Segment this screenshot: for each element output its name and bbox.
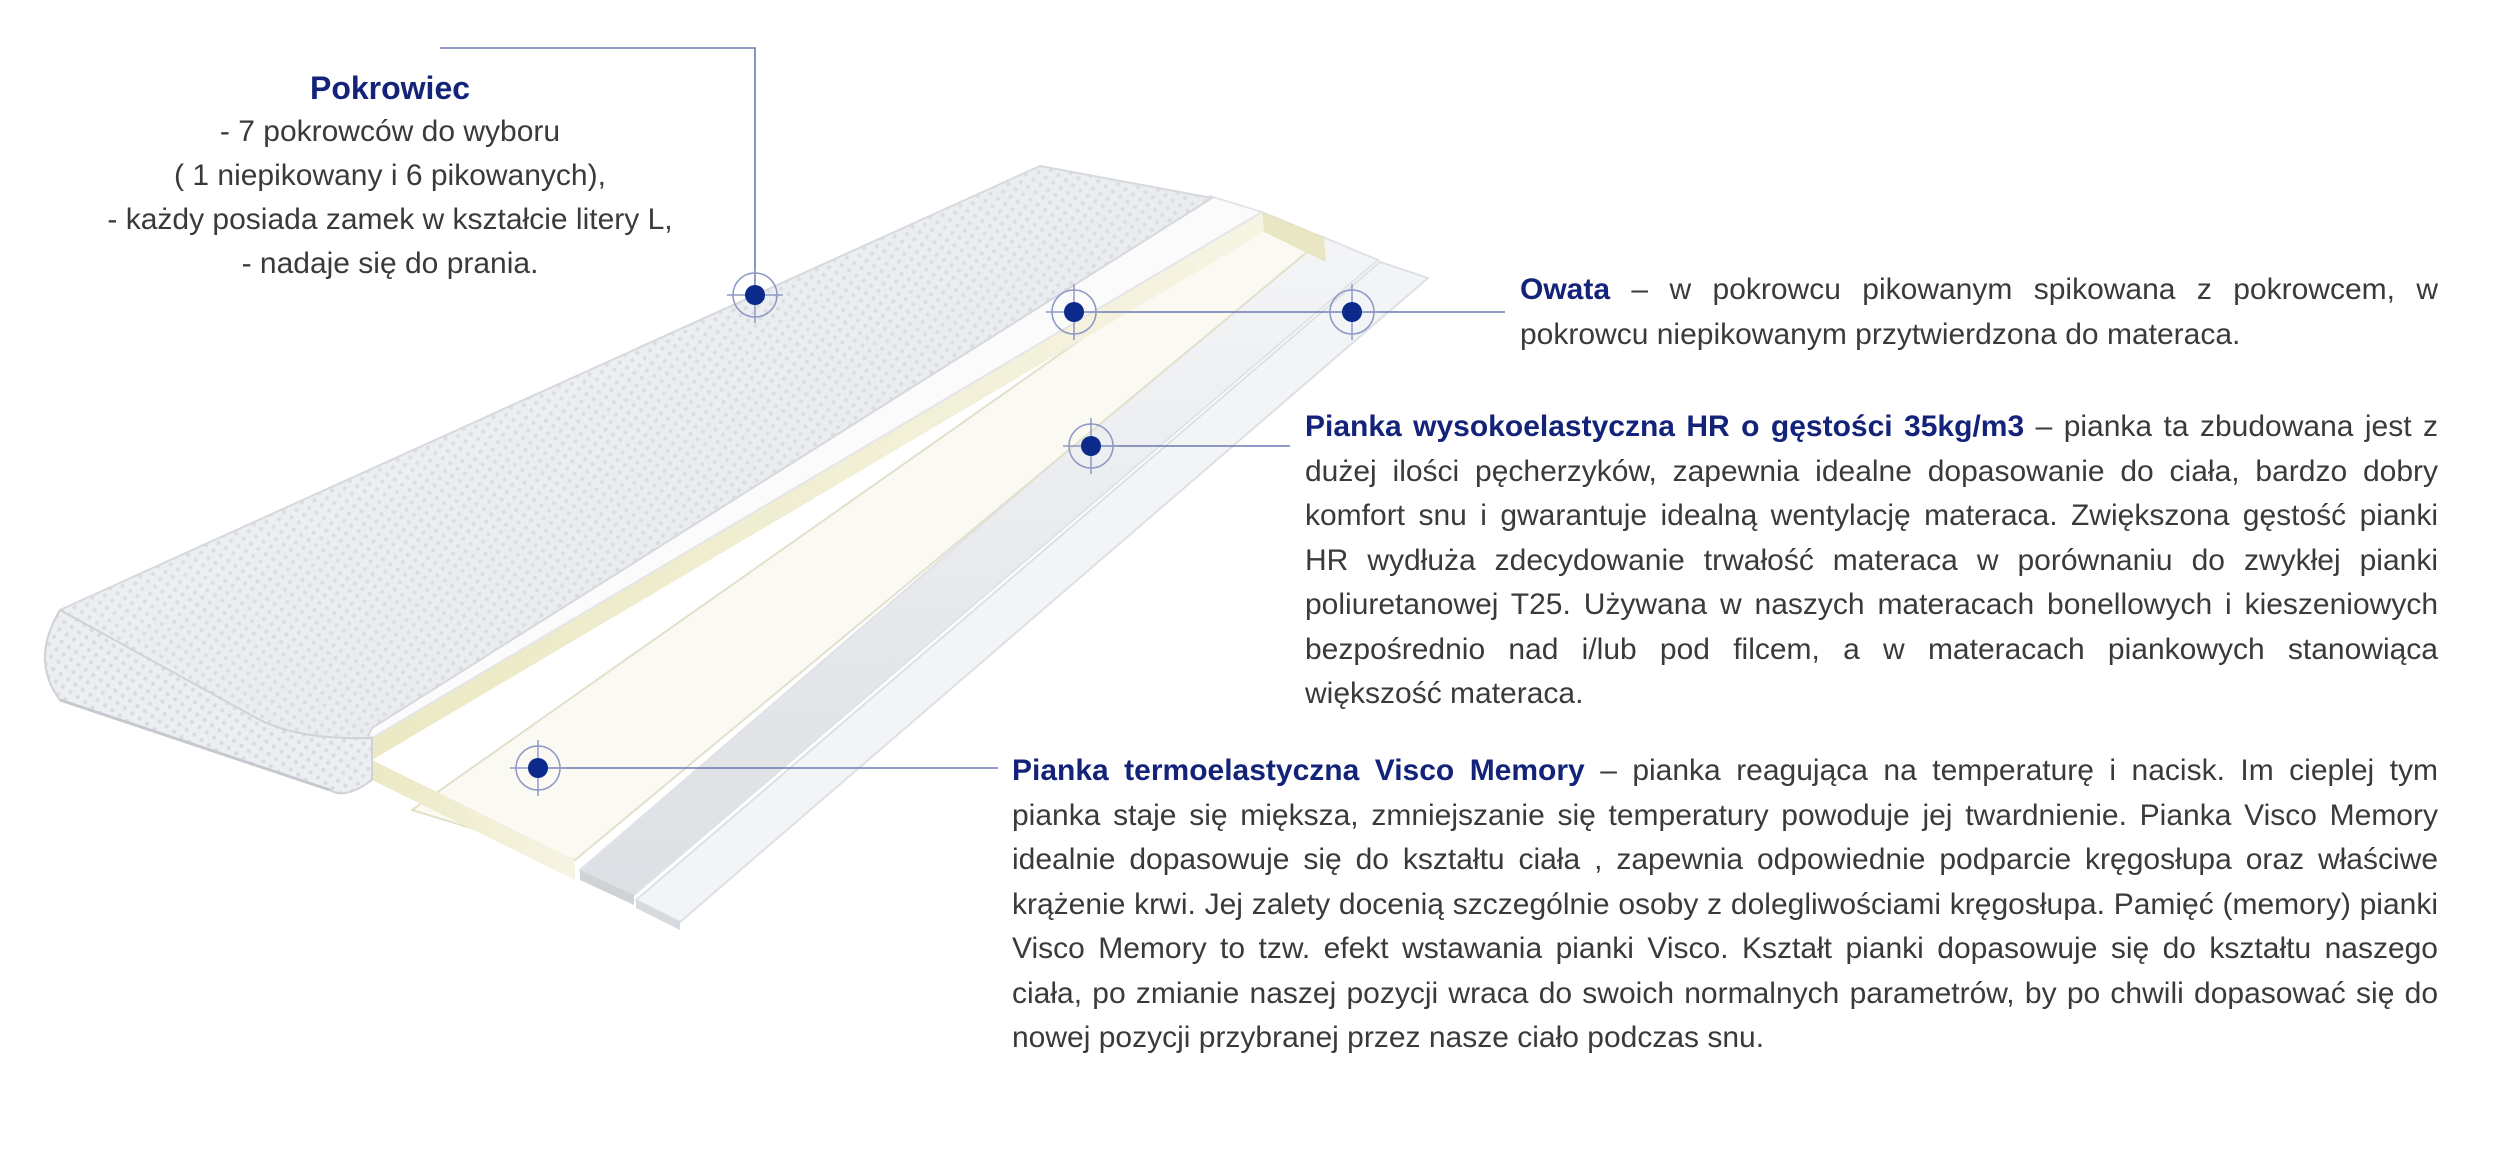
hr-foam-text: – pianka ta zbudowana jest z dużej ilości pęcherzyków, zapewnia idealne dopasowanie do ciała, bardzo dobry komfort snu i gwarantuje idealną wentylację materaca. Zwiększona gęstość pianki HR wydłuża zdecydowanie trwałość materaca w porównaniu do zwykłej pianki poliuretanowej T25. Używana w naszych materacach bonellowych i kieszeniowych bezpośrednio nad i/lub pod filcem, a w materacach piankowych stanowiąca większość materaca. xyxy=(1305,410,2438,710)
owata-title: Owata xyxy=(1520,273,1611,306)
visco-foam-title: Pianka termoelastyczna Visco Memory xyxy=(1012,754,1585,787)
hr-foam-title: Pianka wysokoelastyczna HR o gęstości 35kg/m3 xyxy=(1305,410,2025,443)
pokrowiec-description xyxy=(40,66,740,286)
pokrowiec-line: - każdy posiada zamek w kształcie litery L, xyxy=(107,203,673,236)
pokrowiec-line: - 7 pokrowców do wyboru xyxy=(219,115,561,148)
hr-foam-description xyxy=(1305,405,2438,717)
owata-text: – w pokrowcu pikowanym spikowana z pokrowcem, w pokrowcu niepikowanym przytwierdzona do materaca. xyxy=(1520,273,2438,351)
pokrowiec-line: ( 1 niepikowany i 6 pikowanych), xyxy=(174,159,606,192)
pokrowiec-title: Pokrowiec xyxy=(309,70,471,106)
visco-foam-text: – pianka reagująca na temperaturę i nacisk. Im cieplej tym pianka staje się miększa, zmniejszanie się temperatury powoduje jej twardnienie. Pianka Visco Memory idealnie dopasowuje się do kształtu ciała , zapewnia odpowiednie podparcie kręgosłupa oraz właściwe krążenie krwi. Jej zalety docenią szczególnie osoby z dolegliwościami kręgosłupa. Pamięć (memory) pianki Visco Memory to tzw. efekt wstawania pianki Visco. Kształt pianki dopasowuje się do kształtu naszego ciała, po zmianie naszej pozycji wraca do swoich normalnych parametrów, by po chwili dopasować się do nowej pozycji przybranej przez nasze ciało podczas snu. xyxy=(1012,754,2438,1054)
owata-description xyxy=(1520,268,2438,357)
pokrowiec-line: - nadaje się do prania. xyxy=(241,247,539,280)
visco-foam-description xyxy=(1012,749,2438,1061)
